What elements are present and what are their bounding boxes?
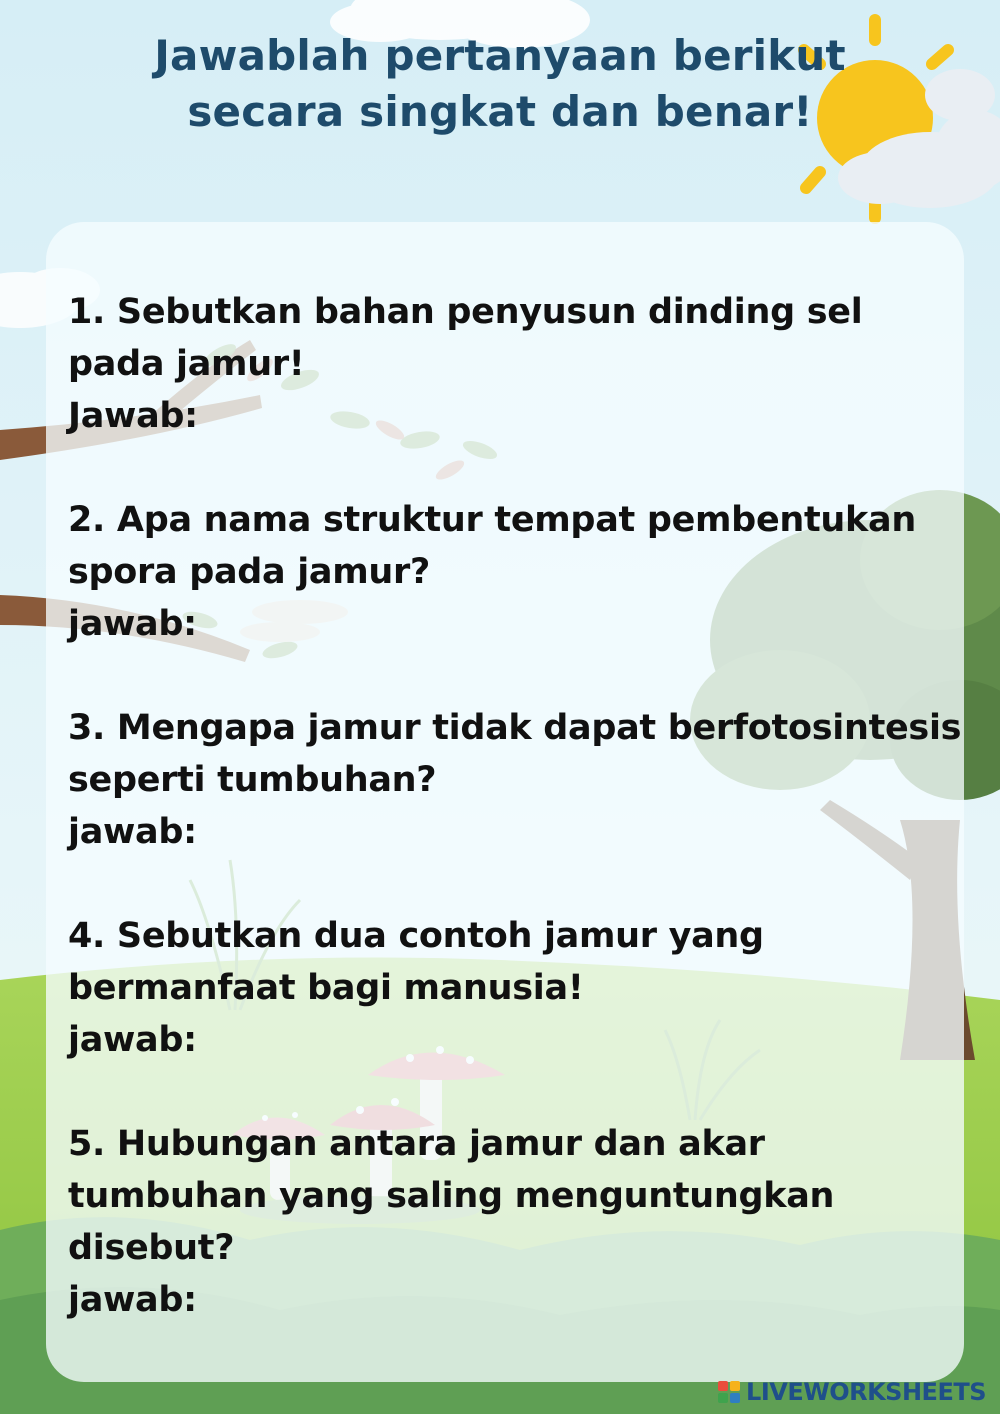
question-item [68,286,968,442]
answer-label: jawab: [68,812,197,852]
question-item [68,1118,968,1326]
question-text: 2. Apa nama struktur tempat pembentukan spora pada jamur? [68,500,916,592]
question-item [68,494,968,650]
page-title [100,28,900,140]
liveworksheets-logo-icon [718,1381,740,1403]
question-item [68,910,968,1066]
answer-label: Jawab: [68,396,198,436]
question-item [68,702,968,858]
title-line-1: Jawablah pertanyaan berikut [154,31,846,80]
answer-label: jawab: [68,604,197,644]
answer-label: jawab: [68,1280,197,1320]
brand-name: LIVEWORKSHEETS [746,1378,986,1406]
question-text: 3. Mengapa jamur tidak dapat berfotosintesis seperti tumbuhan? [68,708,962,800]
brand-watermark [718,1378,986,1406]
question-text: 4. Sebutkan dua contoh jamur yang bermanfaat bagi manusia! [68,916,764,1008]
question-text: 5. Hubungan antara jamur dan akar tumbuhan yang saling menguntungkan disebut? [68,1124,835,1268]
question-list [68,286,968,1378]
question-text: 1. Sebutkan bahan penyusun dinding sel pada jamur! [68,292,863,384]
answer-label: jawab: [68,1020,197,1060]
title-line-2: secara singkat dan benar! [187,87,813,136]
